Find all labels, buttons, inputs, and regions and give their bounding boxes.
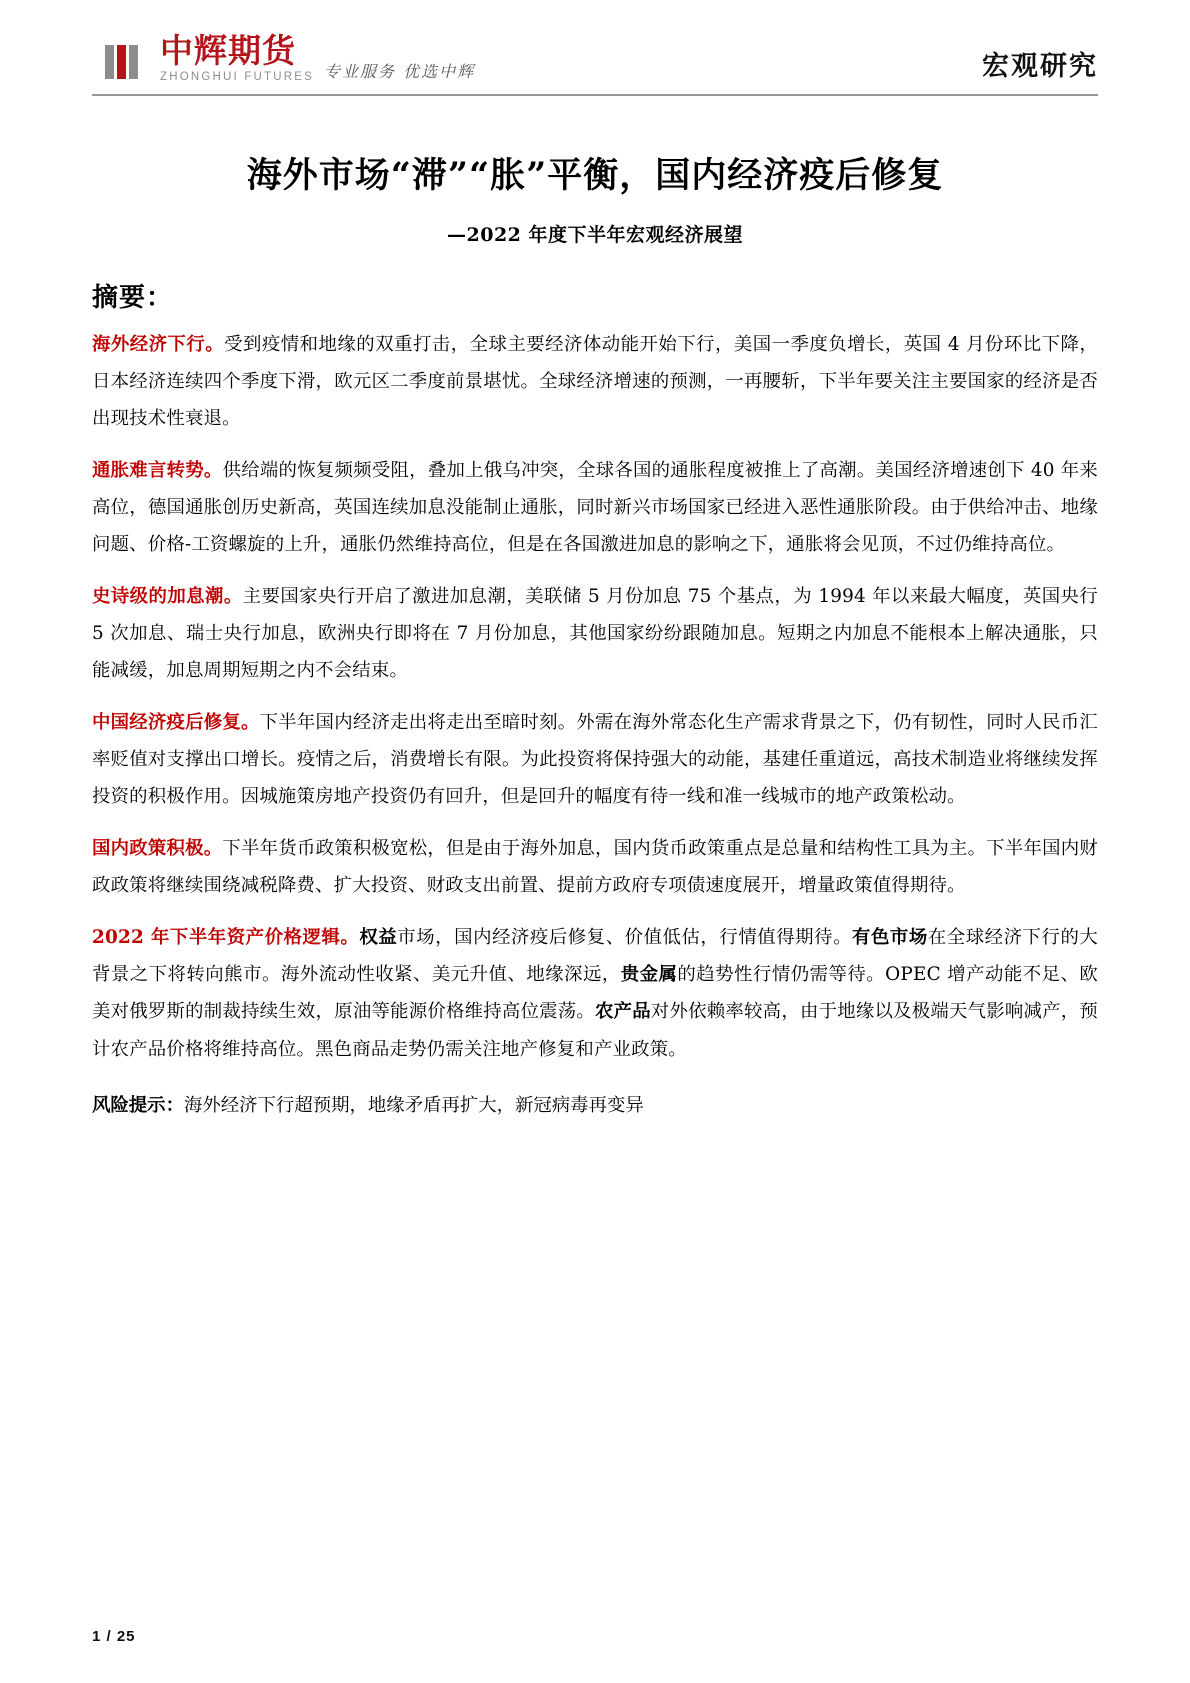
abstract-paragraph: [92, 704, 1098, 816]
brand-name-cn: 中辉期货: [160, 31, 296, 70]
abstract-paragraph: [92, 326, 1098, 438]
page-title: 海外市场“滞”“胀”平衡，国内经济疫后修复: [246, 154, 944, 196]
abstract-paragraph: [92, 578, 1098, 690]
risk-note: [92, 1088, 1098, 1125]
abstract-paragraph: [92, 830, 1098, 905]
brand-text: [160, 31, 315, 86]
asset-price-paragraph: [92, 919, 1098, 1068]
paragraph-segment: 对外依赖率较高，由于地缘以及极端天气影响减产，预计农产品价格将维持高位。黑色商品走势仍需关注地产修复和产业政策。: [92, 1001, 1098, 1060]
company-logo-icon: [92, 38, 150, 86]
risk-text: 海外经济下行超预期，地缘矛盾再扩大，新冠病毒再变异: [183, 1094, 644, 1116]
brand-block: [92, 31, 476, 86]
paragraph-body: 下半年货币政策积极宽松，但是由于海外加息，国内货币政策重点是总量和结构性工具为主。下半年国内财政政策将继续围绕减税降费、扩大投资、财政支出前置、提前方政府专项债速度展开，增量政策值得期待。: [92, 837, 1098, 897]
paragraph-segment: 有色市场: [852, 926, 928, 948]
brand-slogan: 专业服务 优选中辉: [324, 61, 476, 81]
paragraph-lead: 海外经济下行。: [92, 333, 225, 355]
paragraph-segment: 农产品: [595, 1001, 651, 1023]
paragraph-lead: 2022 年下半年资产价格逻辑。: [92, 926, 360, 948]
page-header: [92, 31, 1098, 96]
brand-name-en: ZHONGHUI FUTURES: [160, 71, 315, 83]
paragraph-segment: 权益: [359, 926, 398, 948]
paragraph-body: 下半年国内经济走出将走出至暗时刻。外需在海外常态化生产需求背景之下，仍有韧性，同时人民币汇率贬值对支撑出口增长。疫情之后，消费增长有限。为此投资将保持强大的动能，基建任重道远，高技术制造业将继续发挥投资的积极作用。因城施策房地产投资仍有回升，但是回升的幅度有待一线和准一线城市的地产政策松动。: [92, 711, 1098, 808]
abstract-heading: 摘要：: [92, 282, 174, 313]
page-subtitle: —2022 年度下半年宏观经济展望: [447, 223, 743, 246]
paragraph-segment: 在全球经济下行的大背景之下将转向熊市。海外流动性收紧、美元升值、地缘深远，: [92, 926, 1098, 985]
paragraph-lead: 中国经济疫后修复。: [92, 711, 260, 733]
paragraph-lead: 通胀难言转势。: [92, 459, 223, 481]
page-number: 1 / 25: [92, 1628, 136, 1645]
header-category-label: 宏观研究: [982, 50, 1098, 82]
paragraph-lead: 史诗级的加息潮。: [92, 585, 243, 607]
paragraph-body: 主要国家央行开启了激进加息潮，美联储 5 月份加息 75 个基点，为 1994 年以来最大幅度，英国央行 5 次加息、瑞士央行加息，欧洲央行即将在 7 月份加息，其他国家纷纷跟随加息。短期之内加息不能根本上解决通胀，只能减缓，加息周期短期之内不会结束。: [92, 585, 1098, 682]
abstract-paragraph: [92, 452, 1098, 564]
risk-label: 风险提示：: [92, 1094, 184, 1116]
paragraph-lead: 国内政策积极。: [92, 837, 223, 859]
paragraph-segment: 市场，国内经济疫后修复、价值低估，行情值得期待。: [397, 926, 853, 948]
paragraph-body: 受到疫情和地缘的双重打击，全球主要经济体动能开始下行，美国一季度负增长，英国 4 月份环比下降，日本经济连续四个季度下滑，欧元区二季度前景堪忧。全球经济增速的预测，一再腰斩，下半年要关注主要国家的经济是否出现技术性衰退。: [92, 333, 1098, 430]
paragraph-body: 供给端的恢复频频受阻，叠加上俄乌冲突，全球各国的通胀程度被推上了高潮。美国经济增速创下 40 年来高位，德国通胀创历史新高，英国连续加息没能制止通胀，同时新兴市场国家已经进入恶性通胀阶段。由于供给冲击、地缘问题、价格-工资螺旋的上升，通胀仍然维持高位，但是在各国激进加息的影响之下，通胀将会见顶，不过仍维持高位。: [92, 459, 1098, 556]
paragraph-segment: 的趋势性行情仍需等待。OPEC 增产动能不足、欧美对俄罗斯的制裁持续生效，原油等能源价格维持高位震荡。: [92, 963, 1098, 1023]
paragraph-segment: 贵金属: [620, 963, 678, 985]
